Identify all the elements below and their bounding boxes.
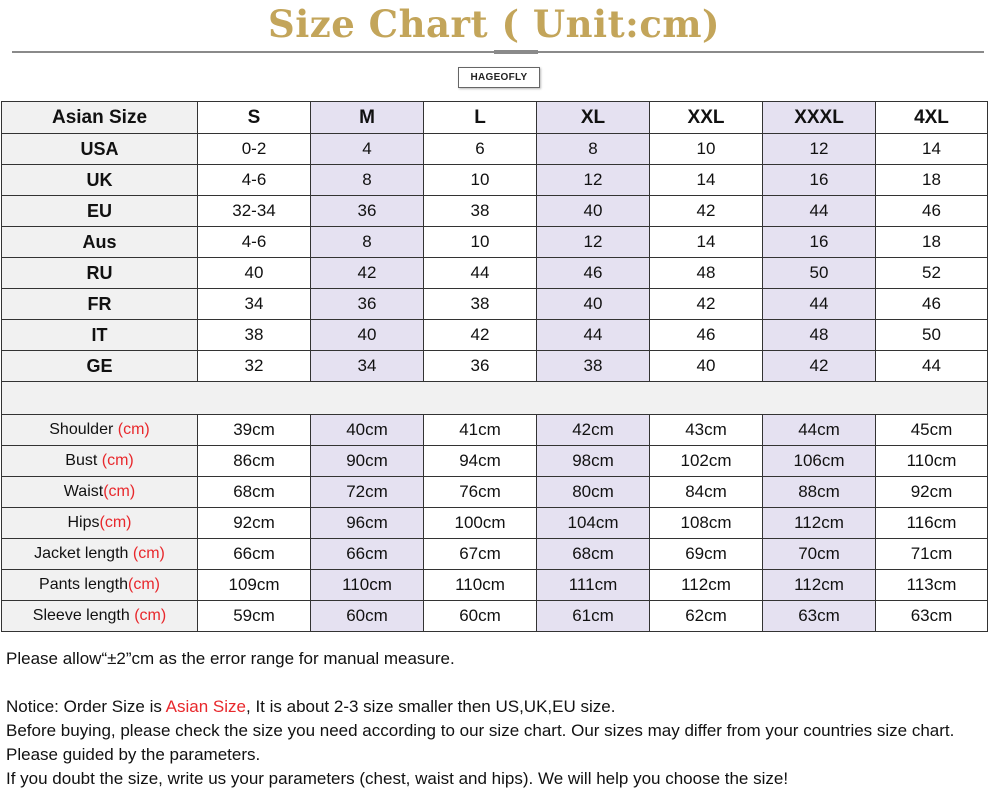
- table-cell: 42: [650, 289, 763, 320]
- table-row: [2, 289, 988, 320]
- table-cell: 102cm: [650, 446, 763, 477]
- table-cell: 42: [763, 351, 876, 382]
- table-cell: 38: [537, 351, 650, 382]
- table-cell: 14: [650, 165, 763, 196]
- table-cell: 90cm: [311, 446, 424, 477]
- table-cell: 116cm: [876, 508, 988, 539]
- table-cell: 4-6: [198, 227, 311, 258]
- table-cell: 72cm: [311, 477, 424, 508]
- measure-unit: (cm): [103, 483, 136, 500]
- table-cell: 92cm: [198, 508, 311, 539]
- table-row: [2, 415, 988, 446]
- table-cell: 45cm: [876, 415, 988, 446]
- measure-unit: (cm): [101, 452, 134, 469]
- table-cell: 110cm: [876, 446, 988, 477]
- brand-logo: HAGEOFLY: [458, 67, 540, 88]
- table-cell: 48: [763, 320, 876, 351]
- row-label-cell: EU: [2, 196, 198, 227]
- spacer-cell: [2, 382, 988, 415]
- header-size-cell: M: [311, 102, 424, 134]
- notice-highlight: Asian Size: [165, 697, 246, 716]
- measure-label: Pants length: [39, 576, 128, 593]
- table-cell: 52: [876, 258, 988, 289]
- table-row: [2, 601, 988, 632]
- table-cell: 18: [876, 165, 988, 196]
- table-cell: 4: [311, 134, 424, 165]
- table-cell: 36: [311, 289, 424, 320]
- table-row: [2, 477, 988, 508]
- table-cell: 40: [311, 320, 424, 351]
- table-cell: 110cm: [424, 570, 537, 601]
- table-cell: 36: [424, 351, 537, 382]
- table-cell: 96cm: [311, 508, 424, 539]
- notice-prefix: Notice: Order Size is: [6, 697, 166, 716]
- row-label-cell: [2, 508, 198, 539]
- table-row: [2, 196, 988, 227]
- table-cell: 94cm: [424, 446, 537, 477]
- table-cell: 46: [650, 320, 763, 351]
- table-cell: 40: [537, 289, 650, 320]
- header-size-cell: XXL: [650, 102, 763, 134]
- header-size-cell: 4XL: [876, 102, 988, 134]
- table-cell: 44: [876, 351, 988, 382]
- table-cell: 70cm: [763, 539, 876, 570]
- measure-unit: (cm): [117, 421, 150, 438]
- table-row: [2, 351, 988, 382]
- table-cell: 34: [198, 289, 311, 320]
- table-cell: 98cm: [537, 446, 650, 477]
- row-label-cell: [2, 539, 198, 570]
- row-label-cell: IT: [2, 320, 198, 351]
- row-label-cell: FR: [2, 289, 198, 320]
- measure-label: Shoulder: [49, 421, 118, 438]
- before-buying-note: Before buying, please check the size you need according to our size chart. Our sizes may differ from your countries size chart. Please guided by the parameters.: [6, 721, 955, 764]
- row-label-cell: [2, 415, 198, 446]
- measure-unit: (cm): [127, 576, 160, 593]
- measure-label: Waist: [63, 483, 104, 500]
- table-cell: 44: [537, 320, 650, 351]
- table-row: [2, 165, 988, 196]
- table-cell: 46: [876, 196, 988, 227]
- table-spacer-row: [2, 382, 988, 415]
- table-cell: 63cm: [876, 601, 988, 632]
- table-cell: 84cm: [650, 477, 763, 508]
- measure-unit: (cm): [132, 545, 165, 562]
- table-cell: 61cm: [537, 601, 650, 632]
- table-row: [2, 508, 988, 539]
- header-size-cell: XXXL: [763, 102, 876, 134]
- table-cell: 14: [876, 134, 988, 165]
- table-cell: 42: [650, 196, 763, 227]
- table-row: [2, 446, 988, 477]
- header-size-cell: L: [424, 102, 537, 134]
- table-cell: 46: [537, 258, 650, 289]
- measure-label: Hips: [67, 514, 100, 531]
- table-cell: 50: [763, 258, 876, 289]
- table-cell: 44: [763, 289, 876, 320]
- table-cell: 68cm: [537, 539, 650, 570]
- doubt-note: If you doubt the size, write us your parameters (chest, waist and hips). We will help you choose the size!: [6, 769, 789, 788]
- header-label-cell: Asian Size: [2, 102, 198, 134]
- table-cell: 44: [424, 258, 537, 289]
- table-row: [2, 258, 988, 289]
- row-label-cell: UK: [2, 165, 198, 196]
- table-cell: 12: [763, 134, 876, 165]
- measure-unit: (cm): [134, 607, 167, 624]
- table-cell: 36: [311, 196, 424, 227]
- row-label-cell: USA: [2, 134, 198, 165]
- table-cell: 108cm: [650, 508, 763, 539]
- row-label-cell: [2, 446, 198, 477]
- table-cell: 104cm: [537, 508, 650, 539]
- notice-suffix: , It is about 2-3 size smaller then US,UK,EU size.: [246, 697, 616, 716]
- table-cell: 76cm: [424, 477, 537, 508]
- table-row: [2, 320, 988, 351]
- measure-unit: (cm): [99, 514, 132, 531]
- table-row: [2, 227, 988, 258]
- table-cell: 111cm: [537, 570, 650, 601]
- table-cell: 112cm: [763, 508, 876, 539]
- allowance-note: Please allow“±2”cm as the error range for manual measure.: [6, 649, 455, 668]
- row-label-cell: GE: [2, 351, 198, 382]
- table-header-row: [2, 102, 988, 134]
- table-cell: 66cm: [311, 539, 424, 570]
- table-cell: 60cm: [311, 601, 424, 632]
- row-label-cell: RU: [2, 258, 198, 289]
- table-cell: 10: [424, 227, 537, 258]
- table-cell: 8: [311, 165, 424, 196]
- table-cell: 6: [424, 134, 537, 165]
- notice-note: [6, 695, 982, 719]
- table-cell: 38: [424, 196, 537, 227]
- table-cell: 4-6: [198, 165, 311, 196]
- measure-label: Bust: [65, 452, 102, 469]
- table-cell: 32-34: [198, 196, 311, 227]
- table-cell: 50: [876, 320, 988, 351]
- table-cell: 86cm: [198, 446, 311, 477]
- table-cell: 10: [424, 165, 537, 196]
- table-cell: 0-2: [198, 134, 311, 165]
- table-cell: 42cm: [537, 415, 650, 446]
- table-cell: 44: [763, 196, 876, 227]
- table-cell: 34: [311, 351, 424, 382]
- table-cell: 68cm: [198, 477, 311, 508]
- table-cell: 46: [876, 289, 988, 320]
- table-cell: 59cm: [198, 601, 311, 632]
- table-cell: 66cm: [198, 539, 311, 570]
- table-cell: 110cm: [311, 570, 424, 601]
- table-cell: 92cm: [876, 477, 988, 508]
- table-cell: 69cm: [650, 539, 763, 570]
- table-cell: 88cm: [763, 477, 876, 508]
- table-cell: 63cm: [763, 601, 876, 632]
- table-cell: 16: [763, 227, 876, 258]
- table-cell: 42: [311, 258, 424, 289]
- measure-label: Sleeve length: [32, 607, 135, 624]
- page-title: Size Chart ( Unit:cm): [267, 2, 721, 46]
- table-cell: 109cm: [198, 570, 311, 601]
- table-cell: 39cm: [198, 415, 311, 446]
- table-cell: 112cm: [763, 570, 876, 601]
- table-cell: 14: [650, 227, 763, 258]
- title-divider-accent: [494, 50, 538, 54]
- table-cell: 40: [537, 196, 650, 227]
- table-cell: 40: [650, 351, 763, 382]
- table-cell: 40cm: [311, 415, 424, 446]
- table-cell: 62cm: [650, 601, 763, 632]
- table-cell: 16: [763, 165, 876, 196]
- table-cell: 42: [424, 320, 537, 351]
- table-row: [2, 539, 988, 570]
- table-cell: 32: [198, 351, 311, 382]
- table-cell: 106cm: [763, 446, 876, 477]
- table-cell: 10: [650, 134, 763, 165]
- table-cell: 8: [311, 227, 424, 258]
- row-label-cell: [2, 570, 198, 601]
- measure-label: Jacket length: [34, 545, 133, 562]
- table-cell: 100cm: [424, 508, 537, 539]
- notes-section: [6, 647, 982, 791]
- row-label-cell: [2, 601, 198, 632]
- table-cell: 38: [198, 320, 311, 351]
- table-cell: 48: [650, 258, 763, 289]
- table-cell: 44cm: [763, 415, 876, 446]
- table-cell: 60cm: [424, 601, 537, 632]
- table-cell: 41cm: [424, 415, 537, 446]
- table-cell: 8: [537, 134, 650, 165]
- table-cell: 40: [198, 258, 311, 289]
- row-label-cell: Aus: [2, 227, 198, 258]
- table-row: [2, 134, 988, 165]
- header-size-cell: S: [198, 102, 311, 134]
- size-chart-table: [1, 101, 988, 632]
- table-cell: 67cm: [424, 539, 537, 570]
- table-cell: 112cm: [650, 570, 763, 601]
- header-size-cell: XL: [537, 102, 650, 134]
- table-cell: 12: [537, 165, 650, 196]
- table-cell: 80cm: [537, 477, 650, 508]
- table-cell: 12: [537, 227, 650, 258]
- table-cell: 71cm: [876, 539, 988, 570]
- table-cell: 18: [876, 227, 988, 258]
- row-label-cell: [2, 477, 198, 508]
- table-cell: 38: [424, 289, 537, 320]
- table-cell: 113cm: [876, 570, 988, 601]
- table-cell: 43cm: [650, 415, 763, 446]
- table-row: [2, 570, 988, 601]
